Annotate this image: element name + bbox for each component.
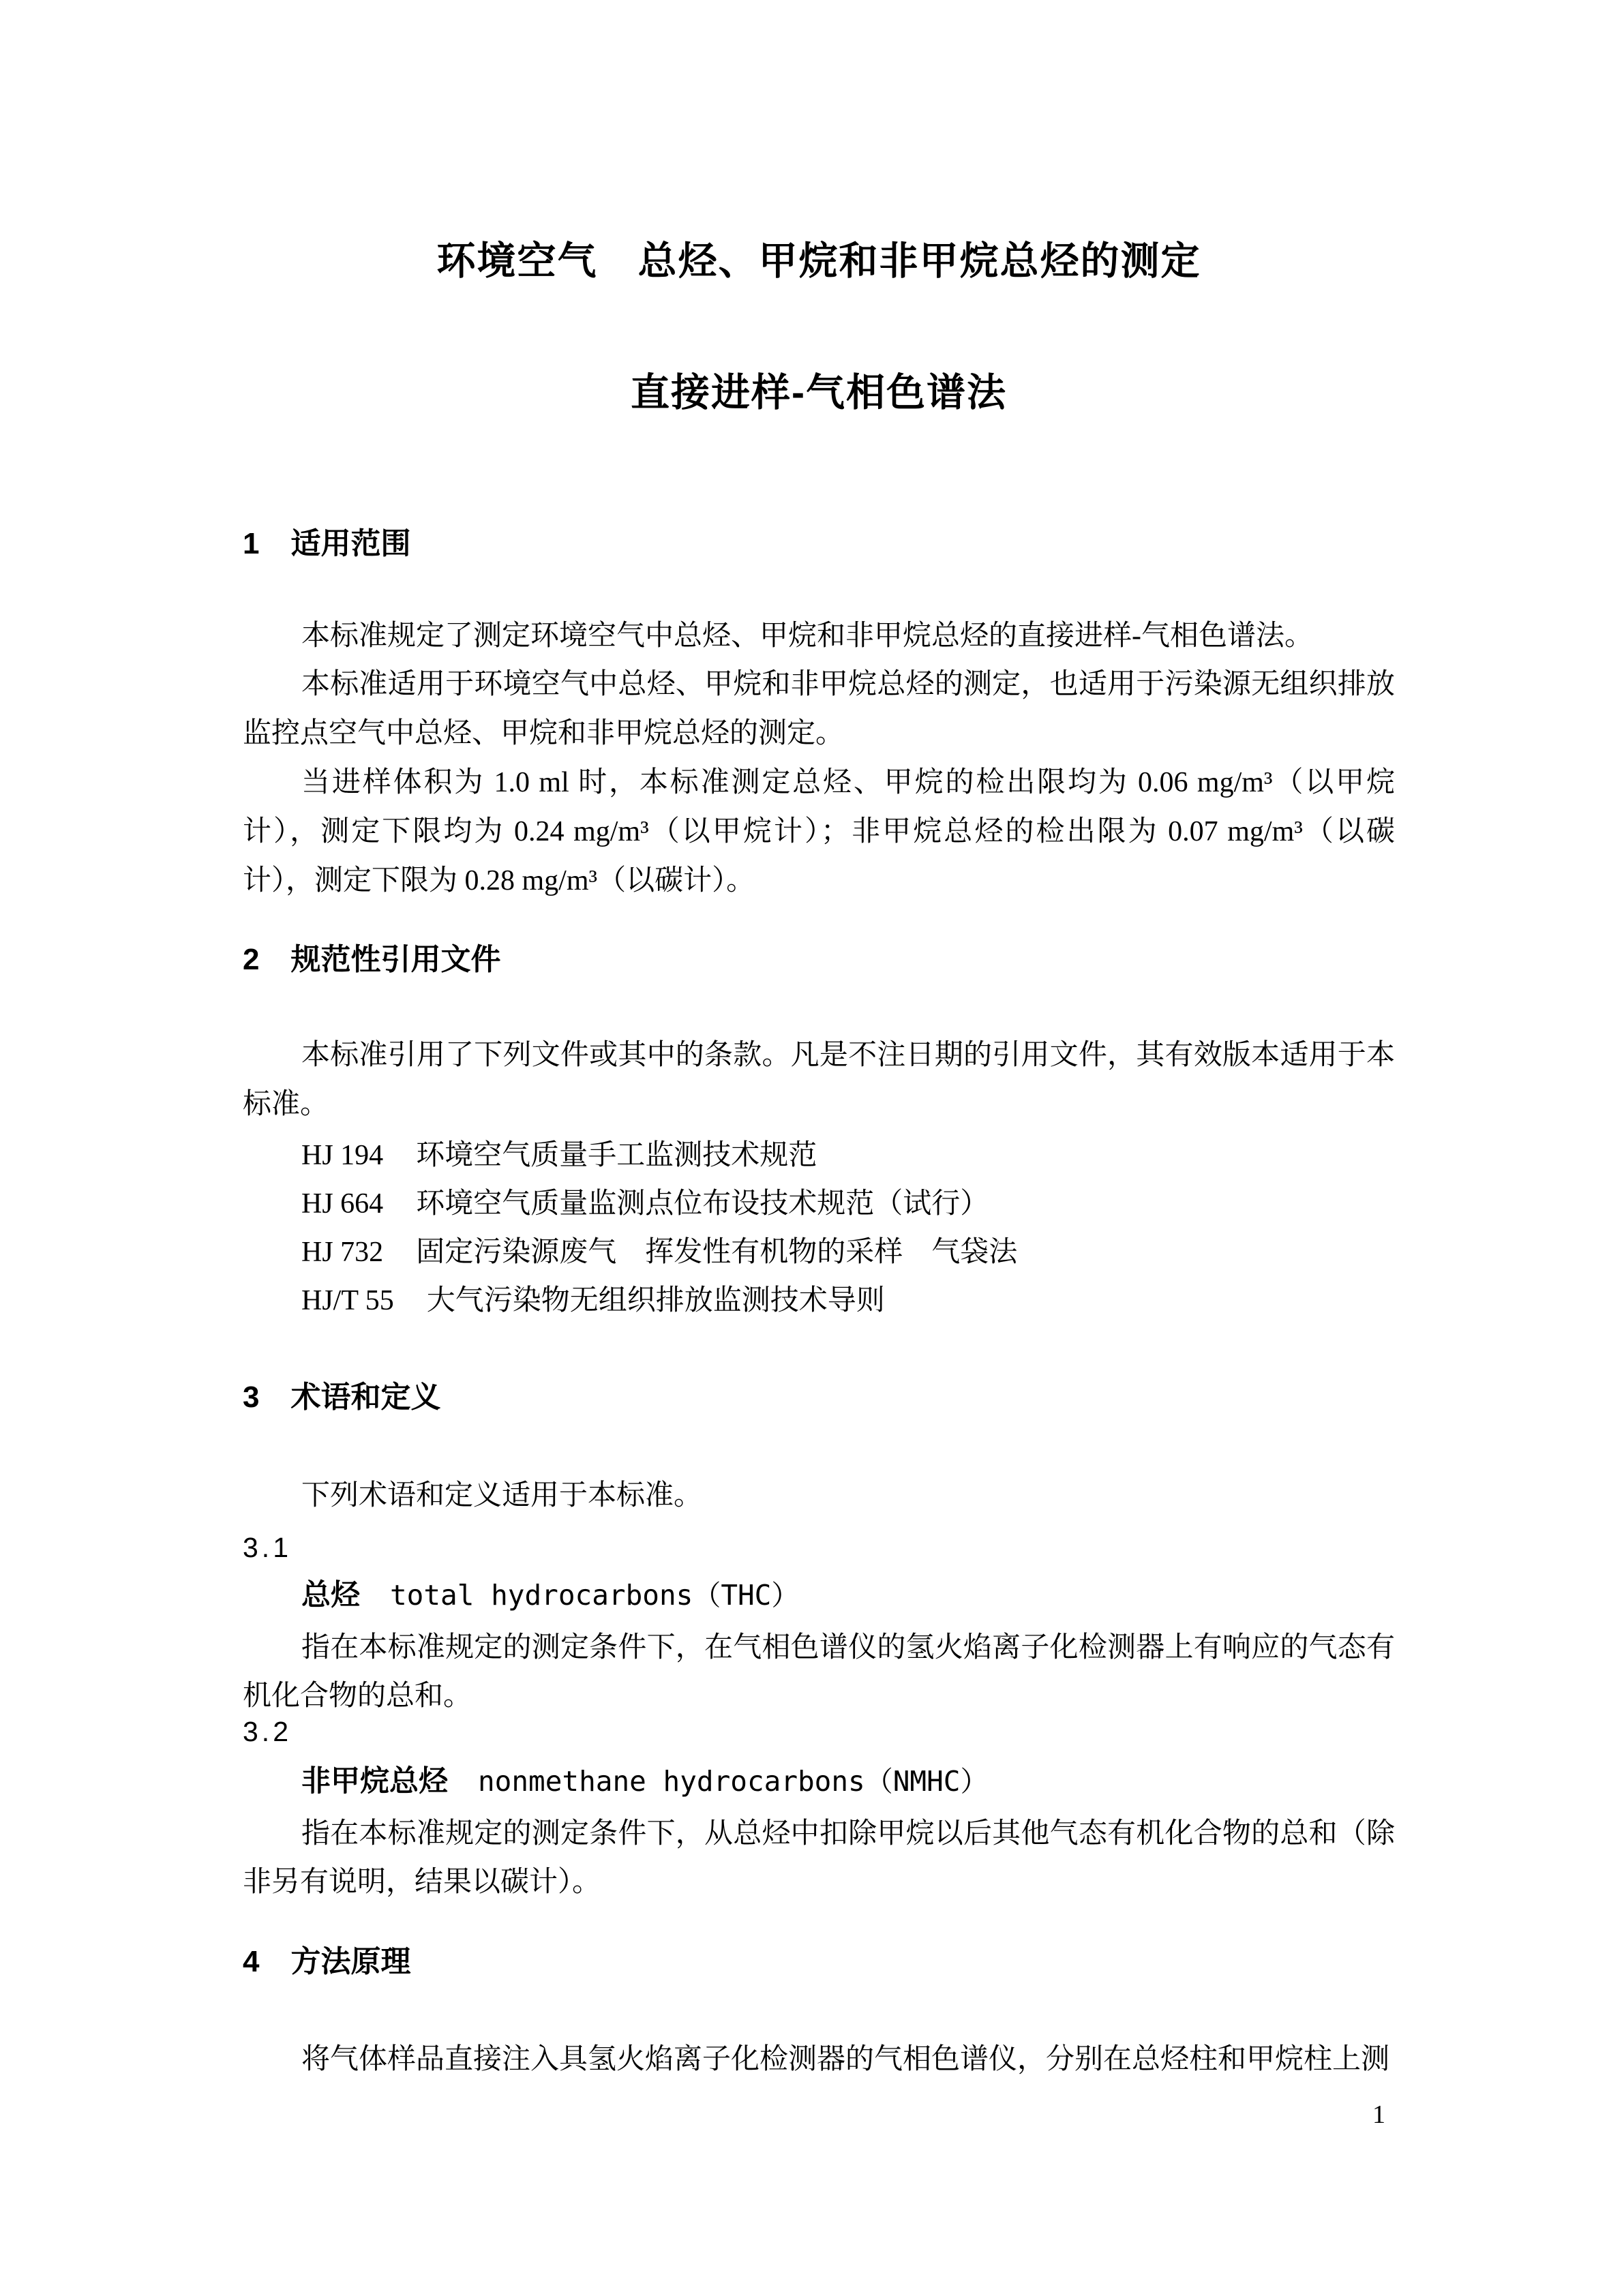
- s1-paragraph-3: 当进样体积为 1.0 ml 时，本标准测定总烃、甲烷的检出限均为 0.06 mg/m³（以甲烷计），测定下限均为 0.24 mg/m³（以甲烷计）；非甲烷总烃的检出限为 0.07 mg/m³（以碳计），测定下限为 0.28 mg/m³（以碳计）。: [243, 767, 1395, 896]
- section-3-heading: [243, 1378, 1395, 1417]
- term-3-1-definition: 指在本标准规定的测定条件下，在气相色谱仪的氢火焰离子化检测器上有响应的气态有机化合物的总和。: [243, 1632, 1395, 1712]
- s3-intro-paragraph: 下列术语和定义适用于本标准。: [301, 1480, 703, 1511]
- reference-code: HJ/T 55: [301, 1285, 394, 1316]
- section-4-title: 方法原理: [290, 1945, 411, 1978]
- reference-title: 环境空气质量监测点位布设技术规范（试行）: [416, 1188, 989, 1220]
- section-2-title: 规范性引用文件: [290, 943, 501, 976]
- s1-paragraph-1: 本标准规定了测定环境空气中总烃、甲烷和非甲烷总烃的直接进样-气相色谱法。: [301, 620, 1313, 652]
- term-3-2-line: [243, 1762, 1454, 1807]
- reference-title: 大气污染物无组织排放监测技术导则: [426, 1285, 885, 1316]
- section-1-number: 1: [243, 527, 260, 560]
- reference-item: [243, 1180, 1395, 1228]
- section-2-heading: [243, 941, 1395, 979]
- doc-title-line1: 环境空气 总烃、甲烷和非甲烷总烃的测定: [436, 239, 1201, 283]
- section-1-heading: [243, 525, 1395, 563]
- section-2-number: 2: [243, 943, 260, 976]
- section-3-title: 术语和定义: [290, 1380, 441, 1414]
- reference-item: [243, 1132, 1395, 1180]
- section-4-heading: [243, 1943, 1395, 1981]
- section-4-number: 4: [243, 1945, 260, 1978]
- term-3-1-zh: 总烃: [301, 1579, 360, 1612]
- reference-code: HJ 732: [301, 1237, 384, 1268]
- reference-item: [243, 1228, 1395, 1277]
- s1-paragraph-2: 本标准适用于环境空气中总烃、甲烷和非甲烷总烃的测定，也适用于污染源无组织排放监控点空气中总烃、甲烷和非甲烷总烃的测定。: [243, 669, 1395, 749]
- reference-title: 固定污染源废气 挥发性有机物的采样 气袋法: [416, 1237, 1018, 1268]
- reference-code: HJ 194: [301, 1140, 384, 1171]
- reference-title: 环境空气质量手工监测技术规范: [416, 1140, 817, 1171]
- term-3-1-number: 3.1: [243, 1532, 292, 1563]
- section-1-title: 适用范围: [290, 527, 411, 560]
- reference-item: [243, 1277, 1395, 1325]
- term-3-2-zh: 非甲烷总烃: [301, 1765, 448, 1798]
- reference-code: HJ 664: [301, 1188, 384, 1220]
- term-3-1-en: total hydrocarbons（THC）: [390, 1579, 800, 1612]
- s2-paragraph-1: 本标准引用了下列文件或其中的条款。凡是不注日期的引用文件，其有效版本适用于本标准。: [243, 1040, 1395, 1120]
- page-number: 1: [1372, 2100, 1385, 2129]
- term-3-1-line: [243, 1576, 1454, 1621]
- reference-list: [243, 1132, 1395, 1325]
- doc-title-line2: 直接进样-气相色谱法: [631, 371, 1007, 414]
- s4-paragraph-1: 将气体样品直接注入具氢火焰离子化检测器的气相色谱仪，分别在总烃柱和甲烷柱上测: [301, 2044, 1390, 2075]
- term-3-2-number: 3.2: [243, 1716, 292, 1747]
- section-3-number: 3: [243, 1380, 260, 1414]
- term-3-2-en: nonmethane hydrocarbons（NMHC）: [478, 1765, 989, 1798]
- term-3-2-definition: 指在本标准规定的测定条件下，从总烃中扣除甲烷以后其他气态有机化合物的总和（除非另有说明，结果以碳计）。: [243, 1818, 1395, 1898]
